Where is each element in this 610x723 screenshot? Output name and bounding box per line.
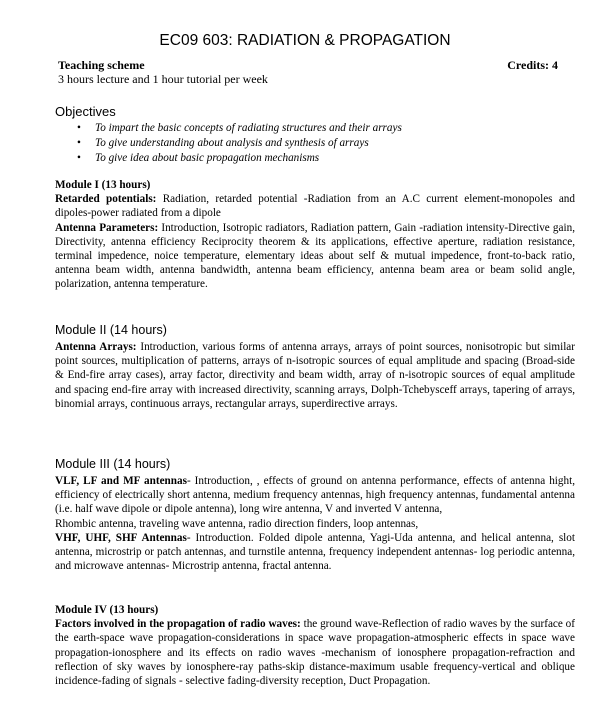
antenna-parameters-label: Antenna Parameters: — [55, 221, 159, 234]
module-2-heading: Module II (14 hours) — [55, 323, 167, 337]
page-title: EC09 603: RADIATION & PROPAGATION — [159, 32, 451, 49]
objective-item: • To give idea about basic propagation mechanisms — [77, 151, 575, 166]
teaching-scheme-heading: Teaching scheme — [58, 58, 145, 72]
module-1-paragraph-2 — [55, 221, 575, 292]
credits-label: Credits: — [507, 58, 549, 72]
credits — [507, 58, 558, 72]
module-1-heading: Module I (13 hours) — [55, 179, 151, 191]
credits-value: 4 — [552, 58, 558, 72]
module-3-paragraph-1 — [55, 474, 575, 517]
module-2 — [55, 322, 575, 411]
teaching-scheme — [58, 58, 558, 86]
module-4-heading: Module IV (13 hours) — [55, 604, 159, 616]
objectives-heading: Objectives — [55, 104, 116, 119]
vhf-uhf-shf-text: - Introduction. Folded dipole antenna, Yagi-Uda antenna, and helical antenna, slot antenna, microstrip or patch antennas, and turnstile antenna, frequency independent antennas- log periodic antenna, and microwave antennas- Microstrip antenna, fractal antenna. — [55, 531, 575, 573]
antenna-parameters-text: Introduction, Isotropic radiators, Radiation pattern, Gain -radiation intensity-Directive gain, Directivity, antenna efficiency Reciprocity theorem & its applications, effective aperture, radiation resistance, terminal impedence, noice temperature, elementary ideas about self & mutual impedence, front-to-back ratio, antenna beam width, antenna bandwidth, antenna beam efficiency, antenna beam area or beam solid angle, polarization, antenna temperature. — [55, 221, 575, 291]
objective-item: • To impart the basic concepts of radiating structures and their arrays — [77, 121, 575, 136]
module-2-paragraph-1 — [55, 340, 575, 411]
objectives-list — [55, 121, 575, 166]
antenna-arrays-text: Introduction, various forms of antenna arrays, arrays of point sources, nonisotropic but similar point sources, multiplication of patterns, arrays of n-isotropic sources of equal amplitude and spacing (Broad-side & End-fire array cases), array factor, directivity and beam width, array of n-isotropic sources of equal amplitude and spacing end-fire array with increased directivity, scanning arrays, Dolph-Tchebysceff arrays, tapering of arrays, binomial arrays, continuous arrays, rectangular arrays, superdirective arrays. — [55, 341, 575, 410]
module-4-paragraph-1 — [55, 617, 575, 688]
module-3 — [55, 456, 575, 573]
vlf-lf-mf-label: VLF, LF and MF antennas — [55, 475, 187, 487]
objectives-section — [55, 104, 575, 166]
vhf-uhf-shf-label: VHF, UHF, SHF Antennas — [55, 531, 187, 544]
propagation-factors-text: the ground wave-Reflection of radio waves by the surface of the earth-space wave propagation-considerations in space wave propagation-atmospheric effects in space wave propagation-ionosphere and its effects on radio waves -mechanism of ionosphere propagation-refraction and reflection of sky waves by ionosphere-ray paths-skip distance-maximum usable frequency-vertical and oblique incidence-fading of signals - selective fading-diversity reception, Duct Propagation. — [55, 618, 576, 688]
module-3-paragraph-2: Rhombic antenna, traveling wave antenna, radio direction finders, loop antennas, — [55, 517, 419, 530]
module-3-paragraph-3 — [55, 531, 575, 574]
module-1-paragraph-1 — [55, 192, 575, 220]
module-1 — [55, 178, 575, 292]
retarded-potentials-text: Radiation, retarded potential -Radiation from an A.C current element-monopoles and dipoles-power radiated from a dipole — [55, 193, 575, 220]
objective-item: • To give understanding about analysis and synthesis of arrays — [77, 136, 575, 151]
retarded-potentials-label: Retarded potentials: — [55, 193, 157, 206]
propagation-factors-label: Factors involved in the propagation of radio waves: — [55, 618, 301, 631]
antenna-arrays-label: Antenna Arrays: — [55, 341, 137, 353]
module-4 — [55, 603, 575, 688]
teaching-hours: 3 hours lecture and 1 hour tutorial per week — [58, 72, 268, 86]
vlf-lf-mf-text: - Introduction, , effects of ground on antenna performance, effects of antenna hight, efficiency of electrically short antenna, medium frequency antennas, high frequency antennas, fundamental antenna (i.e. half wave dipole or dipole antenna), long wire antenna, V and inverted V antenna, — [55, 475, 576, 516]
module-3-heading: Module III (14 hours) — [55, 457, 171, 471]
